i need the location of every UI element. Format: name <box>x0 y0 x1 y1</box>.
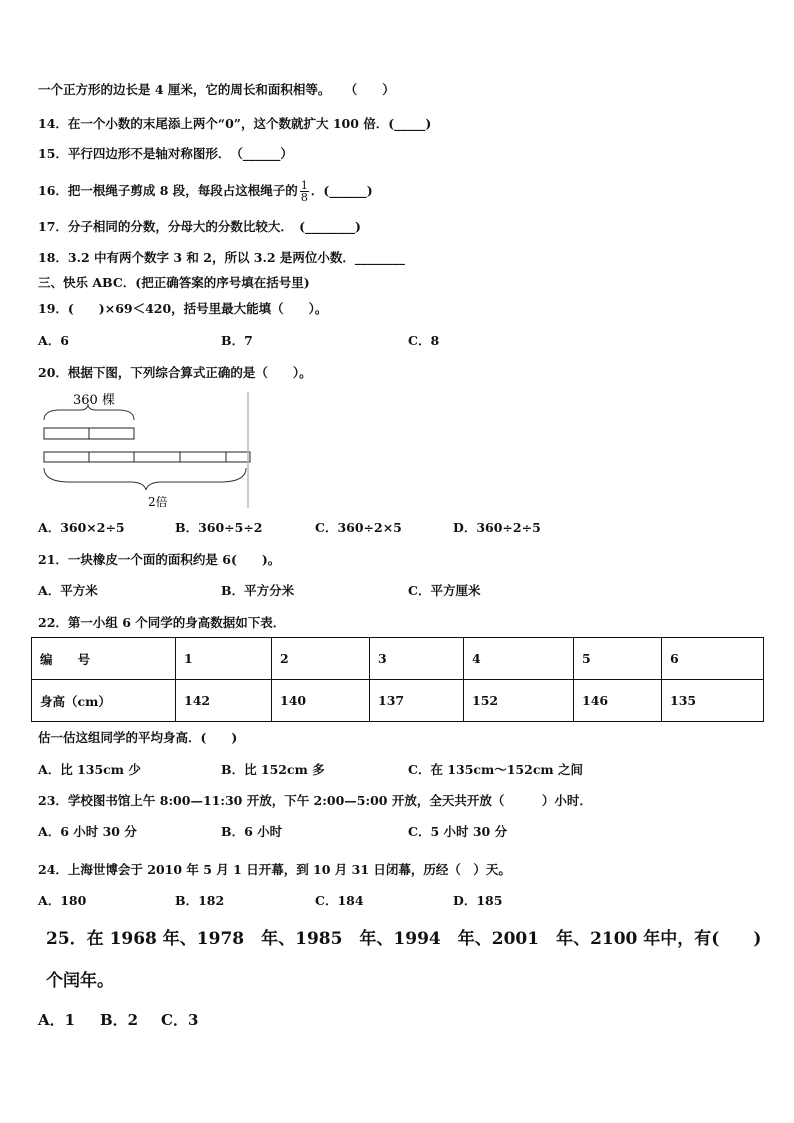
fraction-one-eighth <box>300 180 309 203</box>
q22-option-b[interactable]: B．比 152cm 多 <box>221 762 325 777</box>
table-cell: 身高（cm） <box>32 680 176 722</box>
question-23: 23．学校图书馆上午 8:00—11:30 开放，下午 2:00—5:00 开放，全天共开放（ ）小时． <box>38 793 592 808</box>
question-18: 18．3.2 中有两个数字 3 和 2，所以 3.2 是两位小数．________ <box>38 250 405 265</box>
q23-option-c[interactable]: C．5 小时 30 分 <box>408 824 508 839</box>
section-3-heading: 三、快乐 ABC．(把正确答案的序号填在括号里) <box>38 275 310 290</box>
table-cell: 137 <box>370 680 464 722</box>
question-25-line-2: 个闰年。 <box>46 971 114 991</box>
q19-option-a[interactable]: A．6 <box>38 333 69 348</box>
question-16-suffix: ．(______) <box>310 183 373 198</box>
diagram-bottom-label: 2倍 <box>148 495 168 509</box>
q20-option-d[interactable]: D．360÷2÷5 <box>453 520 541 535</box>
question-15: 15．平行四边形不是轴对称图形． （______） <box>38 146 293 161</box>
q24-option-b[interactable]: B．182 <box>175 893 225 908</box>
q24-option-d[interactable]: D．185 <box>453 893 503 908</box>
table-cell: 142 <box>176 680 272 722</box>
q21-option-a[interactable]: A．平方米 <box>38 583 98 598</box>
fraction-denominator: 8 <box>300 191 308 204</box>
question-22-prompt: 估一估这组同学的平均身高．( ) <box>38 730 238 745</box>
question-19: 19．( )×69＜420，括号里最大能填（ ）。 <box>38 301 328 316</box>
q22-option-c[interactable]: C．在 135cm～152cm 之间 <box>408 762 584 777</box>
q21-option-b[interactable]: B．平方分米 <box>221 583 295 598</box>
table-cell: 3 <box>370 638 464 680</box>
q25-option-b[interactable]: B．2 <box>100 1011 139 1029</box>
table-row <box>32 680 764 722</box>
q20-option-c[interactable]: C．360÷2×5 <box>315 520 402 535</box>
table-cell: 152 <box>464 680 574 722</box>
question-22: 22．第一小组 6 个同学的身高数据如下表． <box>38 615 286 630</box>
q25-option-c[interactable]: C．3 <box>161 1011 199 1029</box>
table-cell: 5 <box>574 638 662 680</box>
question-21: 21．一块橡皮一个面的面积约是 6( )。 <box>38 552 281 567</box>
question-25-line-1: 25．在 1968 年、1978 年、1985 年、1994 年、2001 年、2100 年中，有( ) <box>46 929 762 949</box>
question-14: 14．在一个小数的末尾添上两个“0”，这个数就扩大 100 倍．(_____) <box>38 116 432 131</box>
q23-option-a[interactable]: A．6 小时 30 分 <box>38 824 137 839</box>
table-cell: 140 <box>272 680 370 722</box>
q24-option-c[interactable]: C．184 <box>315 893 364 908</box>
table-cell: 146 <box>574 680 662 722</box>
q23-option-b[interactable]: B．6 小时 <box>221 824 283 839</box>
height-table <box>31 637 764 722</box>
table-cell: 1 <box>176 638 272 680</box>
diagram-top-label: 360 棵 <box>73 393 115 408</box>
table-cell: 4 <box>464 638 574 680</box>
q25-option-a[interactable]: A．1 <box>38 1011 76 1029</box>
fraction-numerator: 1 <box>300 179 308 192</box>
q20-option-a[interactable]: A．360×2÷5 <box>38 520 125 535</box>
bottom-brace <box>44 468 246 490</box>
question-17: 17．分子相同的分数，分母大的分数比较大． (________) <box>38 219 361 234</box>
q19-option-b[interactable]: B．7 <box>221 333 253 348</box>
question-16 <box>38 178 373 204</box>
table-cell: 2 <box>272 638 370 680</box>
question-13-blank[interactable]: （ ） <box>344 82 395 97</box>
q20-option-b[interactable]: B．360÷5÷2 <box>175 520 263 535</box>
question-13 <box>38 82 395 98</box>
line-segment-diagram <box>40 388 252 512</box>
table-header-row <box>32 638 764 680</box>
question-13-text: 一个正方形的边长是 4 厘米，它的周长和面积相等。 <box>38 82 331 97</box>
question-24: 24．上海世博会于 2010 年 5 月 1 日开幕，到 10 月 31 日闭幕，历经（ ）天。 <box>38 862 511 877</box>
q24-option-a[interactable]: A．180 <box>38 893 87 908</box>
q22-option-a[interactable]: A．比 135cm 少 <box>38 762 141 777</box>
question-16-prefix: 16．把一根绳子剪成 8 段，每段占这根绳子的 <box>38 183 298 198</box>
q21-option-c[interactable]: C．平方厘米 <box>408 583 481 598</box>
table-cell: 编 号 <box>32 638 176 680</box>
q19-option-c[interactable]: C．8 <box>408 333 440 348</box>
question-20: 20．根据下图，下列综合算式正确的是（ ）。 <box>38 365 312 380</box>
table-cell: 135 <box>662 680 764 722</box>
long-bar <box>44 452 250 462</box>
table-cell: 6 <box>662 638 764 680</box>
